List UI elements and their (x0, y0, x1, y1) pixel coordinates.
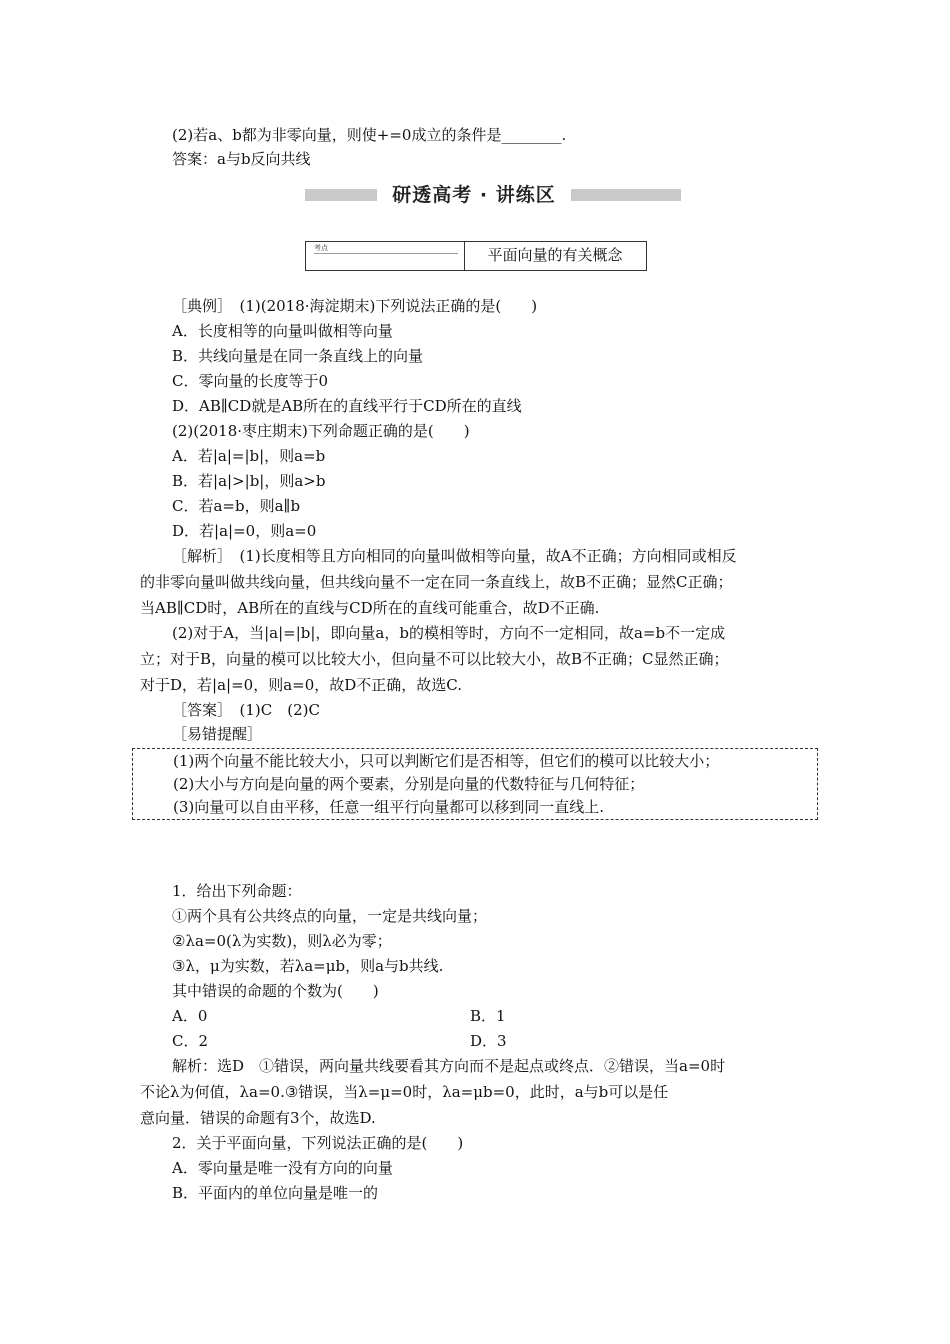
exercise2-stem: 2．关于平面向量，下列说法正确的是( ) (172, 1134, 464, 1152)
banner-title: 研透高考 · 讲练区 (392, 184, 556, 206)
exercise1-item: ①两个具有公共终点的向量，一定是共线向量； (172, 907, 488, 925)
analysis-line: 对于D，若|a|=0，则a=0，故D不正确，故选C. (140, 676, 462, 694)
reminder-item: (2)大小与方向是向量的两个要素，分别是向量的代数特征与几何特征； (173, 775, 645, 793)
exercise1-item: ②λa=0(λ为实数)，则λ必为零； (172, 932, 392, 950)
example-q2-option-b: B．若|a|>|b|，则a>b (172, 472, 326, 490)
exercise1-analysis: 解析：选D ①错误，两向量共线要看其方向而不是起点或终点．②错误，当a=0时 (172, 1057, 726, 1075)
analysis-line: 当AB∥CD时，AB所在的直线与CD所在的直线可能重合，故D不正确. (140, 599, 600, 617)
example-answer: ［答案］ (1)C (2)C (172, 701, 320, 719)
banner-bar-right (571, 189, 681, 201)
exercise1-item: ③λ，μ为实数，若λa=μb，则a与b共线. (172, 957, 444, 975)
banner-bar-left (305, 189, 377, 201)
exercise1-analysis: 意向量．错误的命题有3个，故选D. (140, 1109, 376, 1127)
example-q1-option-c: C．零向量的长度等于0 (172, 372, 329, 390)
kaodian-underline (314, 253, 458, 254)
section-banner (305, 183, 681, 207)
reminder-box (132, 748, 818, 820)
example-q2-option-c: C．若a=b，则a∥b (172, 497, 301, 515)
analysis-line: 立；对于B，向量的模可以比较大小，但向量不可以比较大小，故B不正确；C显然正确； (140, 650, 729, 668)
reminder-item: (3)向量可以自由平移，任意一组平行向量都可以移到同一直线上. (173, 798, 605, 816)
exercise1-option-b: B．1 (470, 1007, 506, 1025)
example-q1-option-b: B．共线向量是在同一条直线上的向量 (172, 347, 424, 365)
reminder-item: (1)两个向量不能比较大小，只可以判断它们是否相等，但它们的模可以比较大小； (173, 752, 720, 770)
kaodian-box (305, 241, 647, 271)
analysis-line: 的非零向量叫做共线向量，但共线向量不一定在同一条直线上，故B不正确；显然C正确； (140, 573, 733, 591)
exercise1-question: 其中错误的命题的个数为( ) (172, 982, 379, 1000)
exercise1-option-d: D．3 (470, 1032, 507, 1050)
example-header: ［典例］ (1)(2018·海淀期末)下列说法正确的是( ) (172, 297, 538, 315)
kaodian-tag: 考点 (314, 244, 328, 252)
kaodian-tag-cell (306, 242, 465, 270)
exercise1-stem: 1．给出下列命题： (172, 882, 302, 900)
example-q2: (2)(2018·枣庄期末)下列命题正确的是( ) (172, 422, 470, 440)
question-2-text: (2)若a、b都为非零向量，则使+=0成立的条件是________. (172, 126, 567, 144)
example-q1-option-d: D．AB∥CD就是AB所在的直线平行于CD所在的直线 (172, 397, 522, 415)
exercise1-option-c: C．2 (172, 1032, 209, 1050)
exercise2-option-a: A．零向量是唯一没有方向的向量 (172, 1159, 393, 1177)
example-q2-option-a: A．若|a|=|b|，则a=b (172, 447, 326, 465)
answer-text: 答案：a与b反向共线 (172, 150, 311, 168)
analysis-line: (2)对于A，当|a|=|b|，即向量a，b的模相等时，方向不一定相同，故a=b不一定成 (172, 624, 726, 642)
example-q2-option-d: D．若|a|=0，则a=0 (172, 522, 317, 540)
example-q1-option-a: A．长度相等的向量叫做相等向量 (172, 322, 393, 340)
exercise2-option-b: B．平面内的单位向量是唯一的 (172, 1184, 379, 1202)
reminder-title: ［易错提醒］ (172, 725, 263, 743)
exercise1-analysis: 不论λ为何值，λa=0.③错误，当λ=μ=0时，λa=μb=0，此时，a与b可以是任 (140, 1083, 669, 1101)
exercise1-option-a: A．0 (172, 1007, 208, 1025)
kaodian-title: 平面向量的有关概念 (487, 246, 623, 264)
analysis-line: ［解析］ (1)长度相等且方向相同的向量叫做相等向量，故A不正确；方向相同或相反 (172, 547, 737, 565)
